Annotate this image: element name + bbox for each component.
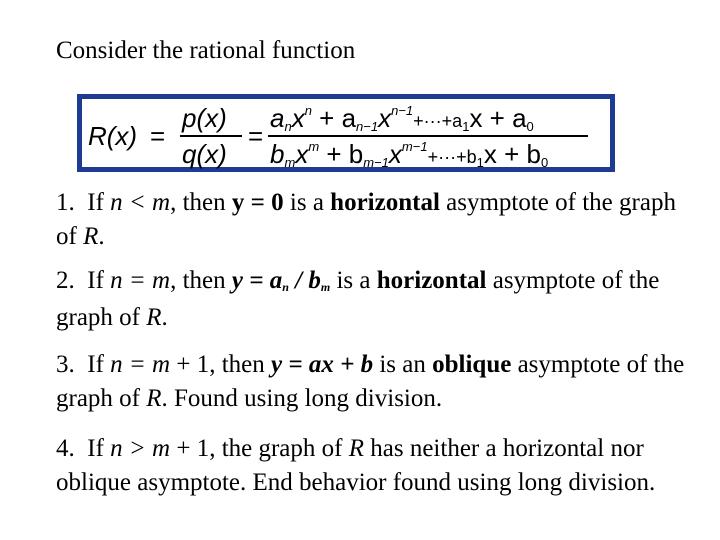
formula-lhs: R(x) (88, 121, 138, 151)
rational-function-formula (77, 94, 615, 172)
formula-equals-2: = (248, 121, 264, 151)
rule-item-4: 4. If n > m + 1, the graph of R has neither a horizontal nor oblique asymptote. End behavior found using long division. (56, 435, 656, 496)
fraction-bar-left (180, 135, 242, 137)
rule-item-3: 3. If n = m + 1, then y = ax + b is an oblique asymptote of the graph of R. Found using long division. (56, 351, 685, 412)
formula-equals-1: = (150, 121, 166, 151)
formula-denominator-left: q(x) (182, 139, 227, 169)
formula-numerator-left: p(x) (182, 103, 227, 133)
rule-item-1: 1. If n < m, then y = 0 is a horizontal asymptote of the graph of R. (56, 189, 676, 250)
fraction-bar-right (268, 135, 588, 137)
rule-item-2: 2. If n = m, then y = an / bm is a horizontal asymptote of the graph of R. (56, 267, 660, 331)
formula-denominator-polynomial: $bmx^m + bm-1x^{m-1}+\cdot\cdot\cdot+b1x + b0$ (270, 139, 549, 170)
formula-numerator-polynomial: $anx^n + an-1x^{n-1}+\cdot\cdot\cdot+a1x + a0$ (270, 103, 534, 134)
intro-text: Consider the rational function (56, 37, 356, 64)
